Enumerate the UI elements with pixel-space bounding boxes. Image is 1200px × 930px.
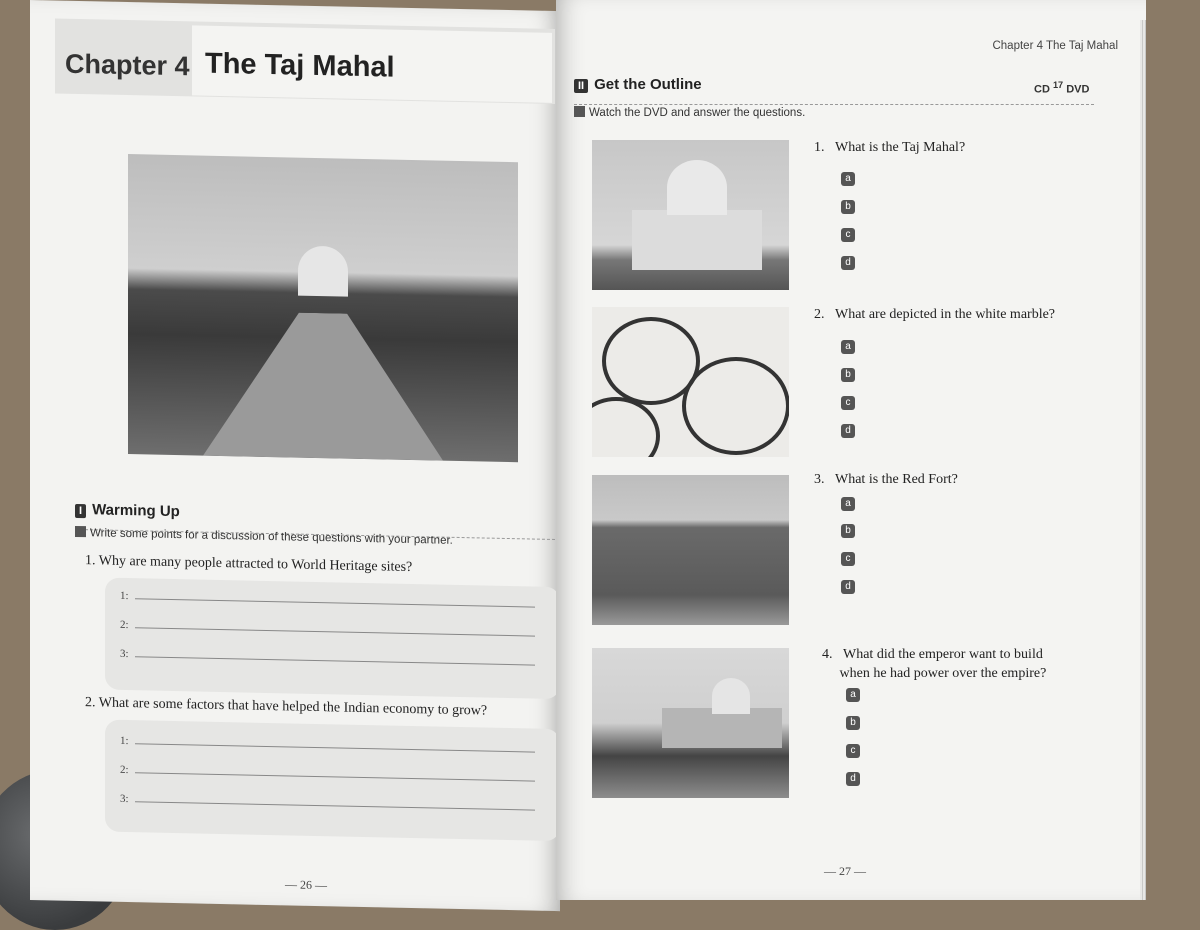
option-b[interactable]: b — [841, 200, 855, 214]
outline-question-4: 4. What did the emperor want to build when he had power over the empire? — [822, 647, 1047, 681]
section-title: Warming Up — [92, 501, 180, 521]
table-surface — [1146, 0, 1200, 900]
option-a[interactable]: a — [846, 688, 860, 702]
section-title: Get the Outline — [594, 76, 702, 93]
left-page — [30, 0, 560, 911]
question-2: 2. What are some factors that have helped the Indian economy to grow? — [85, 695, 488, 719]
answer-line[interactable]: 2: — [120, 619, 535, 640]
outline-instruction — [574, 106, 805, 119]
option-d[interactable]: d — [841, 256, 855, 270]
answer-line[interactable]: 3: — [120, 793, 535, 814]
warming-up-instruction — [75, 526, 453, 547]
option-c[interactable]: c — [841, 552, 855, 566]
page-number-right: — 27 — — [824, 864, 866, 878]
chapter-title: The Taj Mahal — [205, 47, 395, 84]
divider — [574, 104, 1094, 105]
option-c[interactable]: c — [846, 744, 860, 758]
instruction-square-icon — [574, 106, 585, 117]
answer-line[interactable]: 1: — [120, 590, 535, 611]
section-numeral: II — [574, 79, 588, 93]
reflecting-pool — [203, 311, 443, 461]
page-number-left: — 26 — — [285, 877, 327, 893]
option-d[interactable]: d — [841, 580, 855, 594]
option-a[interactable]: a — [841, 172, 855, 186]
taj-dome — [298, 246, 348, 297]
taj-mahal-photo — [128, 154, 518, 462]
option-b[interactable]: b — [841, 524, 855, 538]
right-page — [556, 0, 1146, 900]
option-c[interactable]: c — [841, 396, 855, 410]
section-numeral: I — [75, 504, 86, 518]
option-b[interactable]: b — [846, 716, 860, 730]
answer-line[interactable]: 1: — [120, 735, 535, 756]
answer-line[interactable]: 3: — [120, 648, 535, 669]
taj-front-photo — [592, 140, 789, 290]
instruction-square-icon — [75, 526, 86, 537]
option-c[interactable]: c — [841, 228, 855, 242]
marble-inlay-photo — [592, 307, 789, 457]
chapter-number: Chapter 4 — [65, 48, 190, 82]
cd-icon: CD — [1034, 83, 1050, 96]
answer-line[interactable]: 2: — [120, 764, 535, 785]
cd-dvd-icon — [1034, 80, 1089, 96]
section-get-outline-heading — [574, 76, 702, 93]
red-fort-photo — [592, 475, 789, 625]
outline-question-1: 1. What is the Taj Mahal? — [814, 140, 966, 155]
instruction-text: Watch the DVD and answer the questions. — [589, 107, 806, 119]
option-a[interactable]: a — [841, 340, 855, 354]
option-d[interactable]: d — [841, 424, 855, 438]
section-warming-up-heading — [75, 501, 180, 520]
dvd-icon: DVD — [1066, 83, 1090, 96]
option-d[interactable]: d — [846, 772, 860, 786]
cd-track: 17 — [1052, 80, 1064, 90]
running-head: Chapter 4 The Taj Mahal — [992, 40, 1118, 52]
option-a[interactable]: a — [841, 497, 855, 511]
outline-question-3: 3. What is the Red Fort? — [814, 472, 958, 487]
instruction-text: Write some points for a discussion of these questions with your partner. — [90, 527, 453, 547]
option-b[interactable]: b — [841, 368, 855, 382]
question-1: 1. Why are many people attracted to World Heritage sites? — [85, 553, 413, 576]
outline-question-2: 2. What are depicted in the white marble? — [814, 307, 1056, 322]
taj-river-photo — [592, 648, 789, 798]
